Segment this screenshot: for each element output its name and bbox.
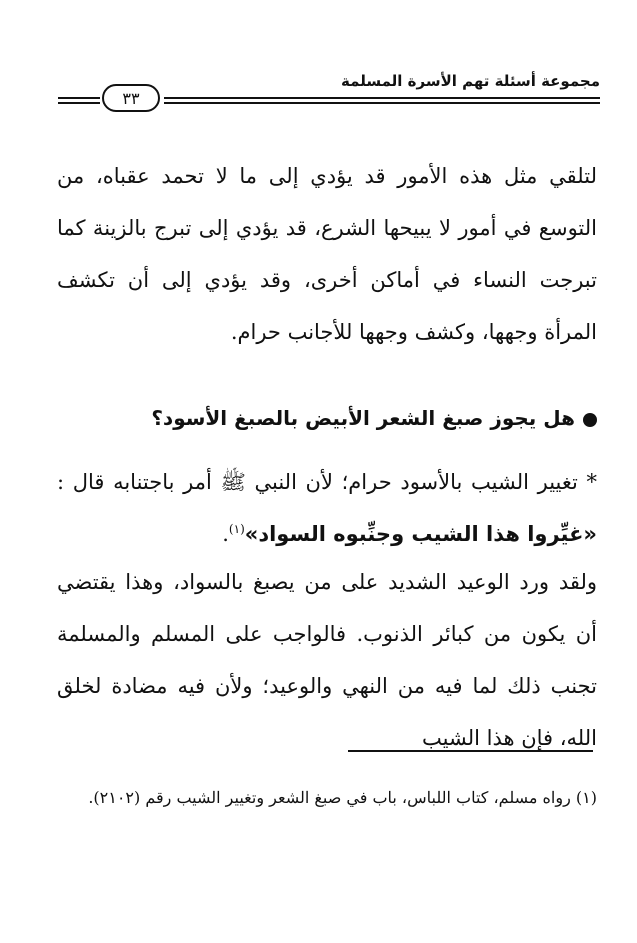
footnote-reference: (١) [228, 522, 245, 536]
header-rule [58, 102, 100, 104]
paragraph-1: لتلقي مثل هذه الأمور قد يؤدي إلى ما لا تحمد عقباه، من التوسع في أمور لا يبيحها الشرع، قد يؤدي إلى تبرج بالزينة كما تبرجت النساء في أماكن أخرى، وقد يؤدي إلى أن تكشف المرأة وجهها، وكشف وجهها للأجانب حرام. [57, 164, 597, 344]
paragraph-3: ولقد ورد الوعيد الشديد على من يصبغ بالسواد، وهذا يقتضي أن يكون من كبائر الذنوب. فالواجب على المسلم والمسلمة تجنب ذلك لما فيه من النهي والوعيد؛ ولأن فيه مضادة لخلق الله، فإن هذا الشيب [57, 570, 597, 750]
footnote-separator [348, 750, 593, 752]
page-number: ٣٣ [102, 84, 160, 112]
header-rule [58, 97, 100, 99]
question-heading [57, 396, 597, 440]
running-header [58, 66, 600, 114]
answer-end: . [222, 522, 229, 546]
footnote: (١) رواه مسلم، كتاب اللباس، باب في صبغ الشعر وتغيير الشيب رقم (٢١٠٢). [88, 788, 597, 807]
header-rule [164, 102, 600, 104]
answer-paragraph [57, 456, 597, 560]
answer-intro: * تغيير الشيب بالأسود حرام؛ لأن النبي ﷺ أمر باجتنابه قال : [57, 470, 597, 494]
header-rule [164, 97, 600, 99]
hadith-quote: «غيِّروا هذا الشيب وجنِّبوه السواد» [244, 522, 597, 546]
question-text: هل يجوز صبغ الشعر الأبيض بالصبغ الأسود؟ [151, 406, 575, 430]
book-title: مجموعة أسئلة تهم الأسرة المسلمة [341, 72, 600, 90]
bullet-icon [583, 413, 597, 427]
